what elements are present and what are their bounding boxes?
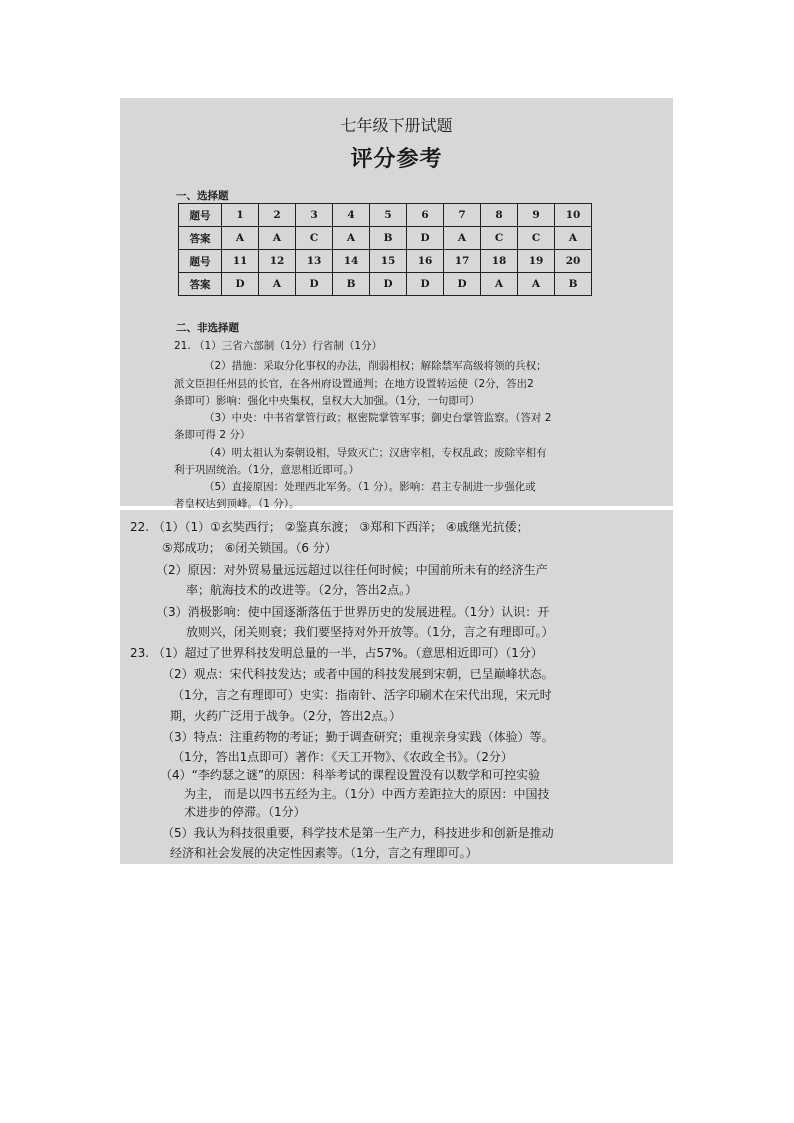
q23-line: （2）观点：宋代科技发达；或者中国的科技发展到宋朝，已呈巅峰状态。: [162, 667, 554, 681]
q23-line: （5）我认为科技很重要，科学技术是第一生产力，科技进步和创新是推动: [162, 826, 554, 840]
q21-line: （4）明太祖认为秦朝设相，导致灭亡；汉唐宰相，专权乱政；废除宰相有: [204, 447, 547, 459]
answer-table-cell: 2: [259, 204, 296, 227]
answer-table-cell: D: [407, 273, 444, 296]
q21-line: 利于巩固统治。（1分，意思相近即可。）: [174, 464, 360, 476]
q23-line: （1分，言之有理即可）史实：指南针、活字印刷术在宋代出现，宋元时: [172, 688, 552, 702]
answer-table-cell: D: [444, 273, 481, 296]
q21-line: （5）直接原因：处理西北军务。（1 分）。影响：君主专制进一步强化或: [204, 481, 536, 493]
answer-table-cell: 9: [518, 204, 555, 227]
answer-table-cell: 12: [259, 250, 296, 273]
answer-table-row: [179, 273, 592, 296]
answer-table-cell: A: [518, 273, 555, 296]
answer-table-cell: C: [296, 227, 333, 250]
answer-table-cell: 16: [407, 250, 444, 273]
answer-table-cell: A: [259, 273, 296, 296]
q23-line: （3）特点：注重药物的考证；勤于调查研究；重视亲身实践（体验）等。: [162, 730, 554, 744]
answer-table-cell: 6: [407, 204, 444, 227]
answer-table-cell: A: [555, 227, 592, 250]
q21-line: 派文臣担任州县的长官，在各州府设置通判；在地方设置转运使（2分，答出2: [174, 378, 534, 390]
q23-line: 术进步的停滞。（1分）: [184, 805, 306, 819]
q21-line: 者皇权达到顶峰。（1 分）。: [174, 498, 300, 510]
answer-key-panel-top: [120, 98, 673, 510]
answer-table-cell: 5: [370, 204, 407, 227]
answer-table-row: [179, 227, 592, 250]
section-heading-nonchoice: 二、非选择题: [176, 322, 239, 334]
answer-table-row: [179, 250, 592, 273]
answer-table-cell: C: [518, 227, 555, 250]
answer-table-cell: 18: [481, 250, 518, 273]
q23-line: 经济和社会发展的决定性因素等。（1分，言之有理即可。）: [170, 846, 478, 860]
answer-table-cell: 17: [444, 250, 481, 273]
answer-table-row-label: 题号: [179, 250, 222, 273]
answer-table-cell: A: [481, 273, 518, 296]
section-heading-choice: 一、选择题: [176, 190, 229, 202]
q22-line: （3）消极影响：使中国逐渐落伍于世界历史的发展进程。（1分）认识：开: [156, 605, 550, 619]
answer-table-row-label: 题号: [179, 204, 222, 227]
answer-table-cell: 10: [555, 204, 592, 227]
answer-table-cell: 14: [333, 250, 370, 273]
answer-key-panel-bottom: [120, 510, 673, 864]
q23-line: 23. （1）超过了世界科技发明总量的一半，占57%。（意思相近即可）（1分）: [130, 646, 543, 660]
q22-line: 率；航海技术的改进等。（2分，答出2点。）: [186, 583, 418, 597]
answer-table-cell: D: [222, 273, 259, 296]
answer-table-cell: D: [407, 227, 444, 250]
answer-table-cell: C: [481, 227, 518, 250]
answer-table-cell: 7: [444, 204, 481, 227]
q21-line: （2）措施：采取分化事权的办法，削弱相权；解除禁军高级将领的兵权；: [204, 360, 547, 372]
answer-table-cell: 4: [333, 204, 370, 227]
q23-line: 为主， 而是以四书五经为主。（1分）中西方差距拉大的原因：中国技: [184, 787, 550, 801]
document-title: 七年级下册试题: [340, 116, 453, 135]
q21-line: 21. （1）三省六部制（1分）行省制（1分）: [174, 340, 383, 352]
answer-table-cell: A: [259, 227, 296, 250]
answer-table-cell: 19: [518, 250, 555, 273]
answer-table-cell: B: [370, 227, 407, 250]
q23-line: （1分，答出1点即可）著作：《天工开物》、《农政全书》。（2分）: [172, 750, 513, 764]
answer-table-cell: 20: [555, 250, 592, 273]
answer-table-cell: A: [222, 227, 259, 250]
answer-table-cell: 3: [296, 204, 333, 227]
answer-table: [178, 203, 592, 296]
answer-table-cell: B: [555, 273, 592, 296]
q23-line: 期，火药广泛用于战争。（2分，答出2点。）: [170, 709, 402, 723]
answer-table-row: [179, 204, 592, 227]
answer-table-cell: A: [333, 227, 370, 250]
q22-line: 放则兴，闭关则衰；我们要坚持对外开放等。（1分，言之有理即可。）: [186, 625, 554, 639]
answer-table-cell: B: [333, 273, 370, 296]
answer-table-cell: 11: [222, 250, 259, 273]
answer-table-cell: 15: [370, 250, 407, 273]
answer-table-cell: 1: [222, 204, 259, 227]
answer-table-row-label: 答案: [179, 227, 222, 250]
answer-table-cell: A: [444, 227, 481, 250]
document-subtitle: 评分参考: [350, 146, 443, 172]
q21-line: 条即可）影响：强化中央集权，皇权大大加强。（1分，一句即可）: [174, 395, 480, 407]
answer-table-cell: 8: [481, 204, 518, 227]
answer-table-cell: D: [370, 273, 407, 296]
q22-line: 22. （1）（1）①玄奘西行； ②鉴真东渡； ③郑和下西洋； ④戚继光抗倭；: [130, 520, 529, 534]
q22-line: ⑤郑成功； ⑥闭关锁国。（6 分）: [162, 541, 337, 555]
answer-table-cell: 13: [296, 250, 333, 273]
q21-line: （3）中央：中书省掌管行政；枢密院掌管军事；御史台掌管监察。（答对 2: [204, 412, 552, 424]
answer-table-row-label: 答案: [179, 273, 222, 296]
q21-line: 条即可得 2 分）: [174, 429, 251, 441]
answer-table-cell: D: [296, 273, 333, 296]
q23-line: （4）“李约瑟之谜”的原因：科举考试的课程设置没有以数学和可控实验: [160, 768, 541, 782]
q22-line: （2）原因：对外贸易量远远超过以往任何时候；中国前所未有的经济生产: [156, 563, 548, 577]
